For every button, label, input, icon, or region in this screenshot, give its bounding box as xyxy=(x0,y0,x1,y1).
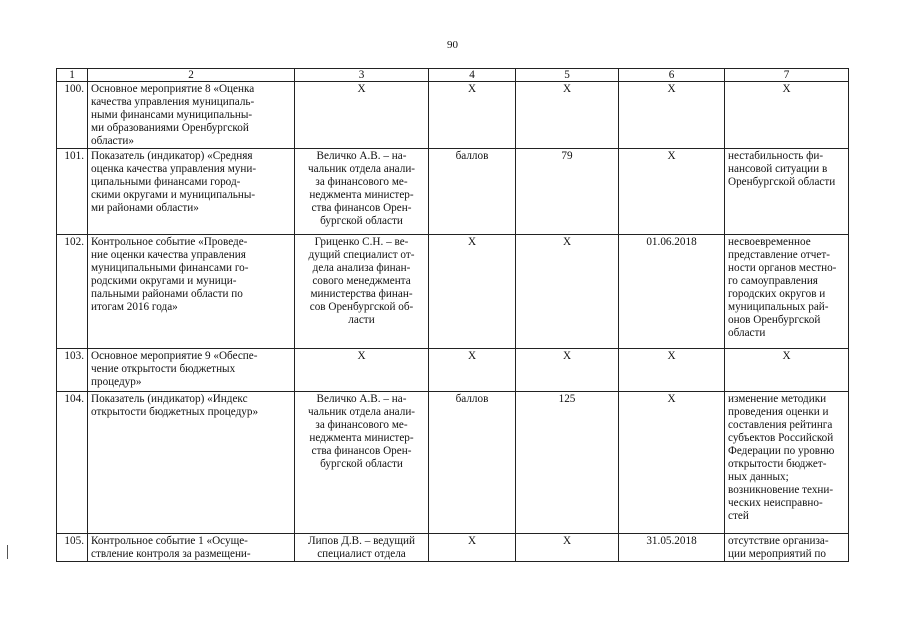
row-responsible: Липов Д.В. – ведущий специалист отдела xyxy=(295,534,429,562)
row-name: Контрольное событие 1 «Осуще- ствление контроля за размещени- xyxy=(88,534,295,562)
row-unit: X xyxy=(429,235,516,349)
table-row xyxy=(57,82,849,149)
row-number: 100. xyxy=(57,82,88,149)
row-number: 104. xyxy=(57,392,88,534)
row-value: X xyxy=(516,534,619,562)
row-number: 105. xyxy=(57,534,88,562)
row-value: X xyxy=(516,235,619,349)
row-date: X xyxy=(619,82,725,149)
header-cell-4: 4 xyxy=(429,69,516,82)
row-value: X xyxy=(516,349,619,392)
row-value: 79 xyxy=(516,149,619,235)
table-row xyxy=(57,149,849,235)
table-row xyxy=(57,392,849,534)
header-cell-3: 3 xyxy=(295,69,429,82)
row-number: 101. xyxy=(57,149,88,235)
row-name: Основное мероприятие 8 «Оценка качества управления муниципаль- ными финансами муниципальны- ми образованиями Оренбургской области» xyxy=(88,82,295,149)
row-number: 103. xyxy=(57,349,88,392)
header-cell-5: 5 xyxy=(516,69,619,82)
row-risk: несвоевременное представление отчет- ности органов местно- го самоуправления городских округов и муниципальных рай- онов Оренбургской области xyxy=(725,235,849,349)
row-value: 125 xyxy=(516,392,619,534)
row-unit: X xyxy=(429,82,516,149)
row-risk: изменение методики проведения оценки и составления рейтинга субъектов Российской Федерации по уровню открытости бюджет- ных данных; возникновение техни- ческих неисправно- стей xyxy=(725,392,849,534)
header-cell-2: 2 xyxy=(88,69,295,82)
row-name: Показатель (индикатор) «Индекс открытости бюджетных процедур» xyxy=(88,392,295,534)
row-unit: X xyxy=(429,534,516,562)
row-name: Контрольное событие «Проведе- ние оценки качества управления муниципальными финансами го- родскими округами и муници- пальными районами области по итогам 2016 года» xyxy=(88,235,295,349)
row-date: 01.06.2018 xyxy=(619,235,725,349)
row-responsible: X xyxy=(295,82,429,149)
row-date: X xyxy=(619,349,725,392)
table-row xyxy=(57,235,849,349)
row-responsible: X xyxy=(295,349,429,392)
table-header-row xyxy=(57,69,849,82)
row-unit: баллов xyxy=(429,149,516,235)
row-risk: X xyxy=(725,82,849,149)
row-value: X xyxy=(516,82,619,149)
header-cell-7: 7 xyxy=(725,69,849,82)
row-risk: отсутствие организа- ции мероприятий по xyxy=(725,534,849,562)
row-name: Показатель (индикатор) «Средняя оценка качества управления муни- ципальными финансами город- скими округами и муниципальны- ми районами области» xyxy=(88,149,295,235)
page-number: 90 xyxy=(447,39,458,51)
plan-table xyxy=(56,68,849,562)
header-cell-6: 6 xyxy=(619,69,725,82)
row-risk: X xyxy=(725,349,849,392)
table-row xyxy=(57,349,849,392)
row-date: 31.05.2018 xyxy=(619,534,725,562)
row-name: Основное мероприятие 9 «Обеспе- чение открытости бюджетных процедур» xyxy=(88,349,295,392)
row-date: X xyxy=(619,392,725,534)
row-risk: нестабильность фи- нансовой ситуации в Оренбургской области xyxy=(725,149,849,235)
header-cell-1: 1 xyxy=(57,69,88,82)
row-responsible: Гриценко С.Н. – ве- дущий специалист от- дела анализа финан- сового менеджмента министерства финан- сов Оренбургской об- ласти xyxy=(295,235,429,349)
row-responsible: Величко А.В. – на- чальник отдела анали- за финансового ме- неджмента министер- ства финансов Орен- бургской области xyxy=(295,149,429,235)
row-unit: X xyxy=(429,349,516,392)
row-number: 102. xyxy=(57,235,88,349)
row-responsible: Величко А.В. – на- чальник отдела анали- за финансового ме- неджмента министер- ства финансов Орен- бургской области xyxy=(295,392,429,534)
row-date: X xyxy=(619,149,725,235)
margin-tick xyxy=(7,545,8,559)
table-row xyxy=(57,534,849,562)
row-unit: баллов xyxy=(429,392,516,534)
